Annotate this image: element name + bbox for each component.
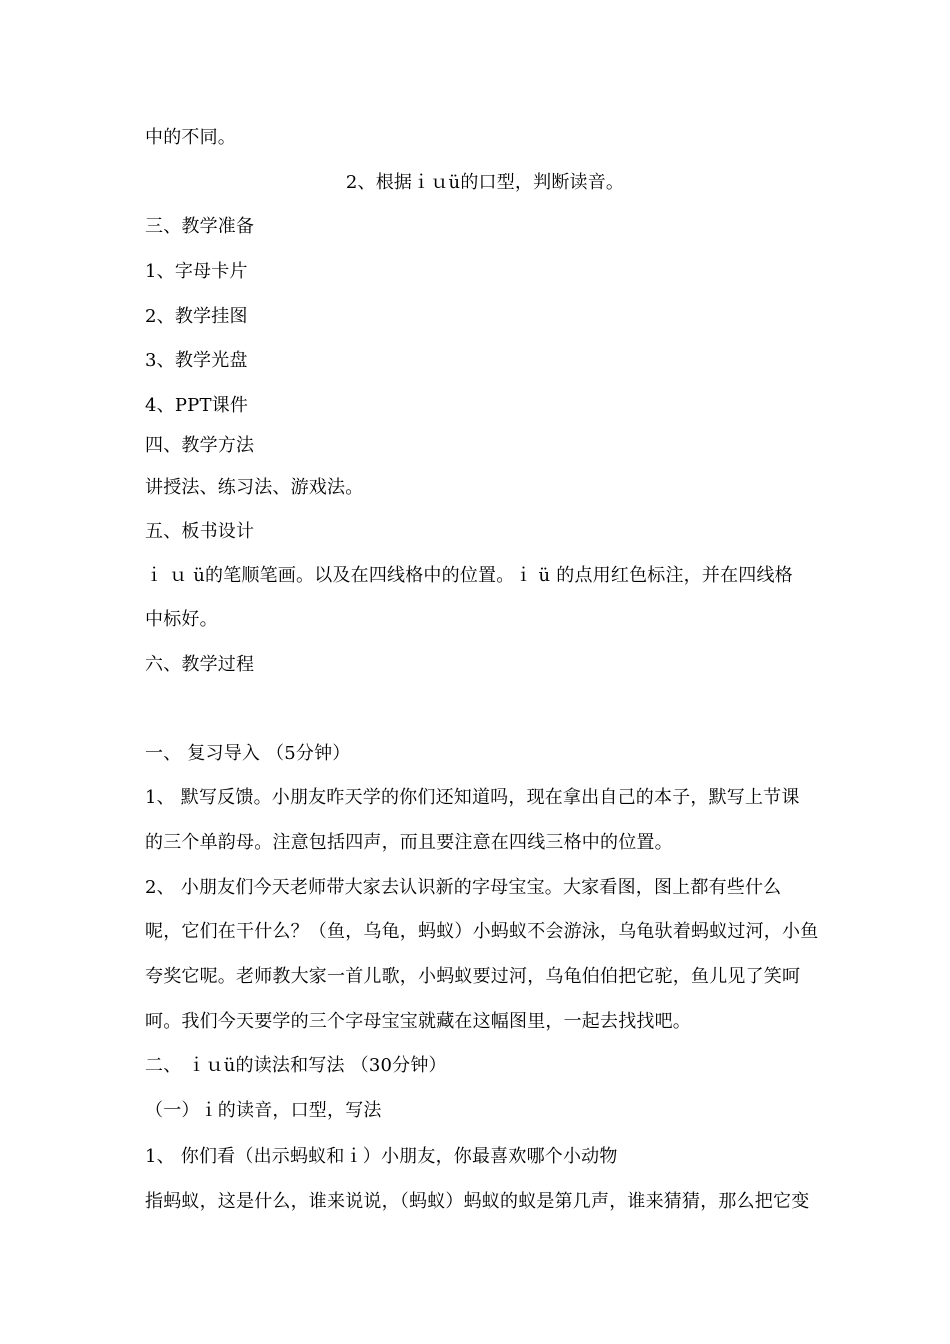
text-line-board-design-2: 中标好。 — [145, 609, 218, 630]
text-line-methods: 讲授法、练习法、游戏法。 — [145, 477, 364, 498]
list-item-ppt: 4、PPT课件 — [145, 395, 249, 416]
list-item-letter-cards: 1、字母卡片 — [145, 261, 248, 282]
paragraph-line: 2、 小朋友们今天老师带大家去认识新的字母宝宝。大家看图，图上都有些什么 — [145, 877, 782, 898]
paragraph-line: 呢，它们在干什么？（鱼，乌龟，蚂蚁）小蚂蚁不会游泳，乌龟驮着蚂蚁过河，小鱼 — [145, 921, 819, 942]
list-item-disc: 3、教学光盘 — [145, 350, 248, 371]
section-heading-preparation: 三、教学准备 — [145, 216, 255, 237]
list-item-wall-chart: 2、教学挂图 — [145, 306, 248, 327]
subheading-reading-writing: 二、 ｉｕü的读法和写法 （30分钟） — [145, 1055, 447, 1076]
paragraph-line: 的三个单韵母。注意包括四声，而且要注意在四线三格中的位置。 — [145, 832, 673, 853]
section-heading-board-design: 五、板书设计 — [145, 521, 255, 542]
paragraph-line: 1、 你们看（出示蚂蚁和ｉ）小朋友，你最喜欢哪个小动物 — [145, 1146, 618, 1167]
paragraph-line: 指蚂蚁，这是什么，谁来说说，（蚂蚁）蚂蚁的蚁是第几声，谁来猜猜，那么把它变 — [145, 1191, 810, 1212]
section-heading-methods: 四、教学方法 — [145, 435, 255, 456]
text-line-board-design-1: ｉ ｕ ü的笔顺笔画。以及在四线格中的位置。ｉ ü 的点用红色标注，并在四线格 — [145, 565, 793, 586]
text-line-objective-2: 2、根据ｉｕü的口型，判断读音。 — [345, 172, 625, 193]
section-heading-process: 六、教学过程 — [145, 654, 255, 675]
paragraph-line: 夸奖它呢。老师教大家一首儿歌，小蚂蚁要过河，乌龟伯伯把它驼，鱼儿见了笑呵 — [145, 966, 801, 987]
text-line-continuation: 中的不同。 — [145, 127, 236, 148]
paragraph-line: 呵。我们今天要学的三个字母宝宝就藏在这幅图里，一起去找找吧。 — [145, 1011, 691, 1032]
paragraph-line: 1、 默写反馈。小朋友昨天学的你们还知道吗，现在拿出自己的本子，默写上节课 — [145, 787, 800, 808]
subheading-i-pronunciation: （一）ｉ的读音，口型，写法 — [145, 1100, 382, 1121]
subheading-review: 一、 复习导入 （5分钟） — [145, 743, 351, 764]
